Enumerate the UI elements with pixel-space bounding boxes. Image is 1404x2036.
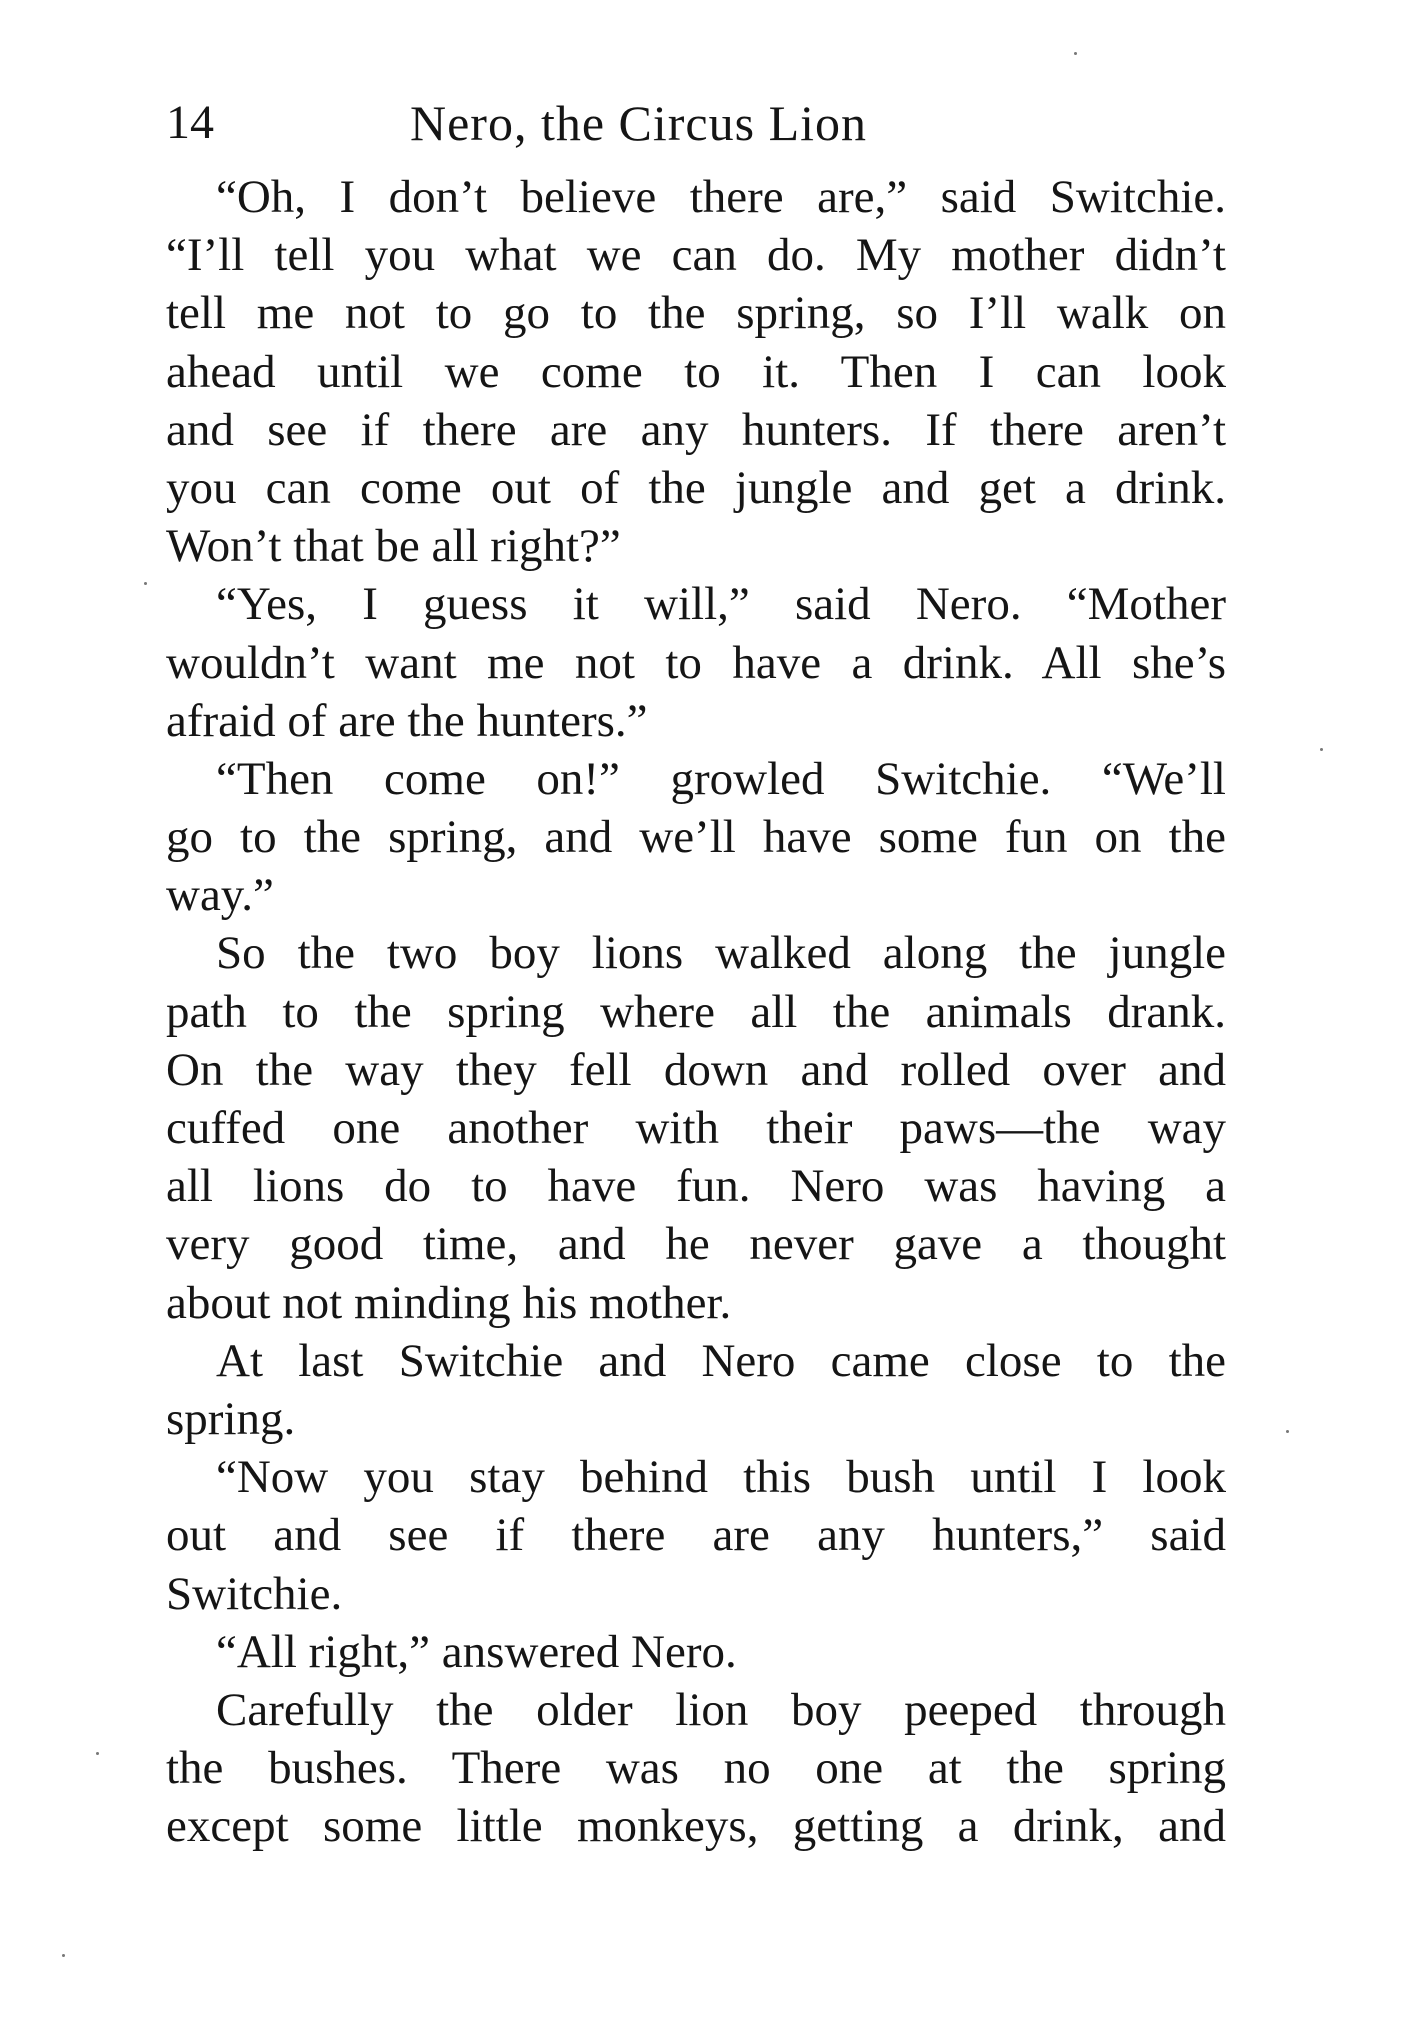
text-line: afraid of are the hunters.”: [166, 694, 648, 747]
text-line: Won’t that be all right?”: [166, 520, 621, 573]
text-line: and see if there are any hunters. If there aren’t: [166, 403, 1226, 456]
speck: [62, 1954, 65, 1957]
text-line: path to the spring where all the animals drank.: [166, 985, 1226, 1038]
page-header: [166, 88, 1226, 158]
text-line: very good time, and he never gave a thought: [166, 1218, 1226, 1271]
speck: [1320, 748, 1323, 751]
text-line: So the two boy lions walked along the jungle: [216, 927, 1226, 980]
body-text: [166, 168, 1226, 1855]
text-line: “Then come on!” growled Switchie. “We’ll: [216, 752, 1226, 805]
text-line: “Yes, I guess it will,” said Nero. “Mother: [216, 578, 1226, 631]
text-line: tell me not to go to the spring, so I’ll walk on: [166, 287, 1226, 340]
running-title: Nero, the Circus Lion: [410, 95, 868, 151]
speck: [96, 1752, 99, 1755]
text-line: out and see if there are any hunters,” said: [166, 1509, 1226, 1562]
text-line: way.”: [166, 869, 274, 922]
text-line: “I’ll tell you what we can do. My mother didn’t: [166, 229, 1226, 282]
text-line: the bushes. There was no one at the spring: [166, 1742, 1226, 1795]
text-line: spring.: [166, 1392, 296, 1445]
text-line: Switchie.: [166, 1567, 343, 1620]
speck: [1286, 1430, 1289, 1433]
text-line: about not minding his mother.: [166, 1276, 732, 1329]
text-line: Carefully the older lion boy peeped through: [216, 1683, 1226, 1736]
text-line: all lions do to have fun. Nero was having a: [166, 1160, 1226, 1213]
text-line: cuffed one another with their paws—the way: [166, 1102, 1226, 1154]
text-line: wouldn’t want me not to have a drink. All she’s: [166, 636, 1226, 689]
text-line: except some little monkeys, getting a drink, and: [166, 1800, 1226, 1853]
speck: [1074, 52, 1077, 55]
text-line: On the way they fell down and rolled over and: [166, 1043, 1226, 1096]
text-line: “Now you stay behind this bush until I look: [216, 1451, 1226, 1504]
text-line: ahead until we come to it. Then I can look: [166, 345, 1226, 398]
page-number: 14: [166, 96, 214, 149]
text-line: “All right,” answered Nero.: [216, 1625, 737, 1678]
text-line: go to the spring, and we’ll have some fun on the: [166, 811, 1226, 864]
text-line: “Oh, I don’t believe there are,” said Switchie.: [216, 171, 1226, 223]
text-line: At last Switchie and Nero came close to the: [216, 1334, 1226, 1387]
speck: [144, 582, 147, 585]
text-line: you can come out of the jungle and get a drink.: [166, 461, 1226, 514]
